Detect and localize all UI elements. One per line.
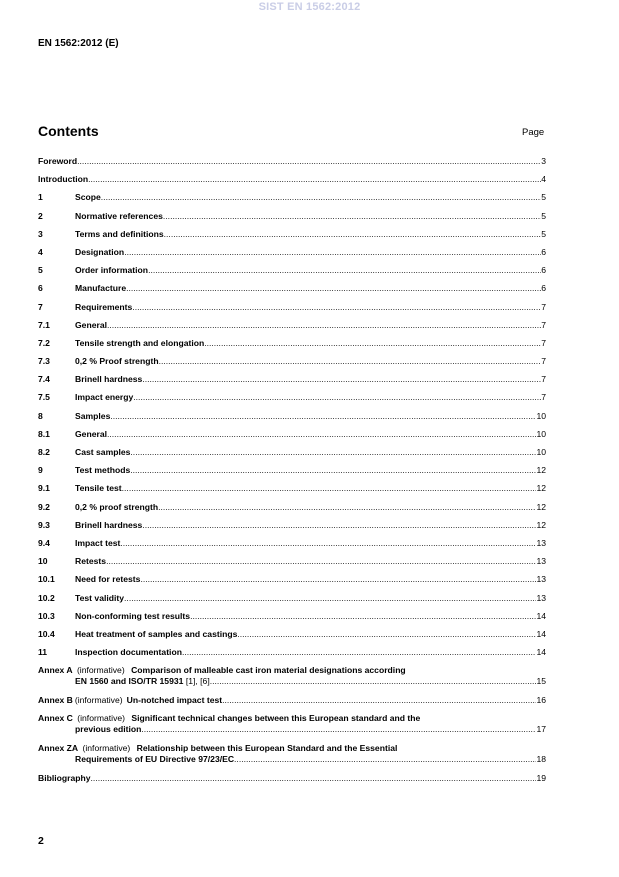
toc-entry-title: Heat treatment of samples and castings [75, 628, 238, 639]
toc-entry-title: Brinell hardness [75, 519, 143, 530]
toc-entry-title: Samples [75, 410, 111, 421]
toc-entry-number: 7.1 [38, 319, 50, 330]
toc-entry[interactable] [38, 320, 546, 338]
toc-entry-page: 12 [536, 519, 546, 530]
annex-title-cont: Requirements of EU Directive 97/23/EC [75, 754, 235, 765]
toc-entry-number: 8.2 [38, 447, 50, 457]
annex-info: (informative) [77, 713, 126, 724]
annex-info: (informative) [76, 665, 125, 676]
toc-entry[interactable] [38, 538, 546, 556]
toc-entry[interactable] [38, 302, 546, 320]
toc-entry[interactable] [38, 502, 546, 520]
toc-entry[interactable] [38, 174, 546, 192]
toc-entry-page: 12 [536, 465, 546, 476]
toc-entry-number: 6 [38, 283, 43, 294]
annex-prefix: Annex ZA [38, 743, 79, 754]
toc-entry-number: 11 [38, 647, 48, 658]
toc-entry-number: 9 [38, 465, 43, 476]
toc-entry-title: Impact test [75, 537, 121, 548]
toc-entry-number: 7.3 [38, 356, 50, 367]
toc-entry-number: 1 [38, 192, 43, 203]
toc-entry-number: 3 [38, 228, 43, 239]
toc-entry-number: 10.4 [38, 628, 55, 639]
toc-entry-page: 13 [536, 592, 546, 603]
toc-entry-number: 8 [38, 410, 43, 421]
toc-entry-page: 12 [536, 501, 546, 512]
page-number: 2 [38, 835, 44, 847]
annex-title: Significant technical changes between this European standard and the [131, 713, 421, 724]
toc-entry-page: 14 [536, 628, 546, 639]
toc-entry-page: 7 [541, 301, 546, 312]
toc-entry[interactable] [38, 629, 546, 647]
toc-entry-number: 2 [38, 210, 43, 221]
toc-entry-page: 5 [541, 228, 546, 239]
toc-entry-number: 7.2 [38, 337, 50, 348]
table-of-contents [38, 156, 546, 792]
page-column-label: Page [522, 127, 545, 138]
toc-entry-number: 10.3 [38, 610, 55, 621]
toc-entry-title: Non-conforming test results [75, 610, 191, 621]
toc-entry-title: Order information [75, 265, 149, 276]
bibliography-page: 19 [536, 773, 546, 784]
annex-prefix: Annex A [38, 665, 73, 676]
annex-info: (informative) [74, 695, 123, 706]
toc-entry[interactable] [38, 338, 546, 356]
annex-title: Relationship between this European Standard and the Essential [136, 743, 398, 754]
toc-entry[interactable] [38, 211, 546, 229]
toc-entry[interactable] [38, 392, 546, 410]
toc-entry[interactable] [38, 283, 546, 301]
toc-entry-page: 6 [541, 246, 546, 257]
toc-entry-page: 7 [541, 319, 546, 330]
toc-entry-title: Designation [75, 246, 125, 257]
toc-entry-title: Manufacture [75, 283, 127, 294]
annex-title: Un-notched impact test [126, 695, 223, 706]
toc-entry-title: Terms and definitions [75, 228, 164, 239]
annex-page: 18 [536, 754, 546, 765]
toc-entry-title: Test methods [75, 465, 131, 476]
contents-title: Contents [38, 123, 99, 139]
toc-entry-page: 4 [541, 174, 546, 185]
toc-entry[interactable] [38, 247, 546, 265]
toc-entry-number: 9.4 [38, 537, 50, 548]
toc-entry-number: 10.2 [38, 592, 55, 603]
toc-entry-title: Introduction [38, 174, 89, 185]
toc-entry-page: 7 [541, 392, 546, 403]
toc-entry-number: 7.5 [38, 392, 50, 403]
annex-page: 17 [536, 724, 546, 735]
toc-entry-page: 10 [536, 428, 546, 439]
toc-entry-title: Normative references [75, 210, 163, 221]
toc-entry-number: 7 [38, 301, 43, 312]
annex-refs: [1], [6] [185, 676, 210, 687]
toc-entry-number: 4 [38, 246, 43, 257]
toc-entry[interactable] [38, 192, 546, 210]
toc-entry[interactable] [38, 374, 546, 392]
toc-entry[interactable] [38, 556, 546, 574]
toc-entry[interactable] [38, 356, 546, 374]
toc-entry-page: 13 [536, 556, 546, 567]
annex-entry[interactable] [38, 665, 546, 695]
toc-entry-page: 3 [541, 156, 546, 166]
toc-entry-page: 6 [541, 283, 546, 294]
annex-entry[interactable] [38, 743, 546, 773]
toc-entry[interactable] [38, 465, 546, 483]
toc-entry-page: 7 [541, 356, 546, 367]
toc-entry-title: General [75, 428, 108, 439]
toc-entry[interactable] [38, 611, 546, 629]
toc-entry-title: Need for retests [75, 574, 141, 585]
toc-entry-title: Retests [75, 556, 107, 567]
toc-entry-page: 5 [541, 210, 546, 221]
annex-info: (informative) [82, 743, 131, 754]
toc-entry[interactable] [38, 593, 546, 611]
toc-entry-page: 10 [536, 447, 546, 457]
document-id: EN 1562:2012 (E) [38, 38, 119, 49]
toc-entry-title: Impact energy [75, 392, 134, 403]
toc-entry[interactable] [38, 647, 546, 665]
toc-entry-number: 9.3 [38, 519, 50, 530]
toc-entry-number: 8.1 [38, 428, 50, 439]
annex-title: Comparison of malleable cast iron material designations according [131, 665, 406, 676]
toc-entry-number: 7.4 [38, 374, 50, 385]
toc-entry-number: 10 [38, 556, 48, 567]
toc-entry[interactable] [38, 574, 546, 592]
toc-entry-title: Tensile strength and elongation [75, 337, 205, 348]
toc-entry-page: 10 [536, 410, 546, 421]
annex-page: 16 [536, 695, 546, 706]
toc-entry[interactable] [38, 447, 546, 465]
annex-prefix: Annex C [38, 713, 73, 724]
annex-page: 15 [536, 676, 546, 687]
toc-entry-number: 9.1 [38, 483, 50, 494]
toc-entry-title: Inspection documentation [75, 647, 182, 658]
toc-entry-title: Test validity [75, 592, 125, 603]
toc-entry[interactable] [38, 229, 546, 247]
toc-entry-title: General [75, 319, 108, 330]
toc-entry-page: 12 [536, 483, 546, 494]
toc-entry-title: Requirements [75, 301, 133, 312]
bibliography-title: Bibliography [38, 773, 91, 784]
toc-entry[interactable] [38, 429, 546, 447]
bibliography-entry[interactable] [38, 773, 546, 791]
toc-entry-title: Brinell hardness [75, 374, 143, 385]
toc-entry-page: 13 [536, 574, 546, 585]
toc-entry-page: 7 [541, 337, 546, 348]
watermark: SIST EN 1562:2012 [258, 1, 361, 13]
toc-entry-title: Tensile test [75, 483, 122, 494]
toc-entry-page: 6 [541, 265, 546, 276]
toc-entry-page: 14 [536, 610, 546, 621]
annex-entry[interactable] [38, 695, 546, 713]
toc-entry-number: 9.2 [38, 501, 50, 512]
toc-entry-title: 0,2 % proof strength [75, 501, 159, 512]
toc-entry[interactable] [38, 156, 546, 174]
toc-entry[interactable] [38, 265, 546, 283]
toc-entry[interactable] [38, 483, 546, 501]
toc-entry-title: Scope [75, 192, 101, 203]
annex-title-cont: EN 1560 and ISO/TR 15931 [75, 676, 184, 687]
toc-entry-title: Cast samples [75, 447, 131, 457]
toc-entry[interactable] [38, 411, 546, 429]
toc-entry-page: 13 [536, 537, 546, 548]
toc-entry-title: Foreword [38, 156, 78, 166]
annex-title-cont: previous edition [75, 724, 142, 735]
toc-entry-number: 10.1 [38, 574, 55, 585]
toc-entry[interactable] [38, 520, 546, 538]
toc-entry-number: 5 [38, 265, 43, 276]
toc-entry-page: 14 [536, 647, 546, 658]
toc-entry-title: 0,2 % Proof strength [75, 356, 159, 367]
toc-entry-page: 5 [541, 192, 546, 203]
annex-entry[interactable] [38, 713, 546, 743]
annex-prefix: Annex B [38, 695, 73, 706]
toc-entry-page: 7 [541, 374, 546, 385]
